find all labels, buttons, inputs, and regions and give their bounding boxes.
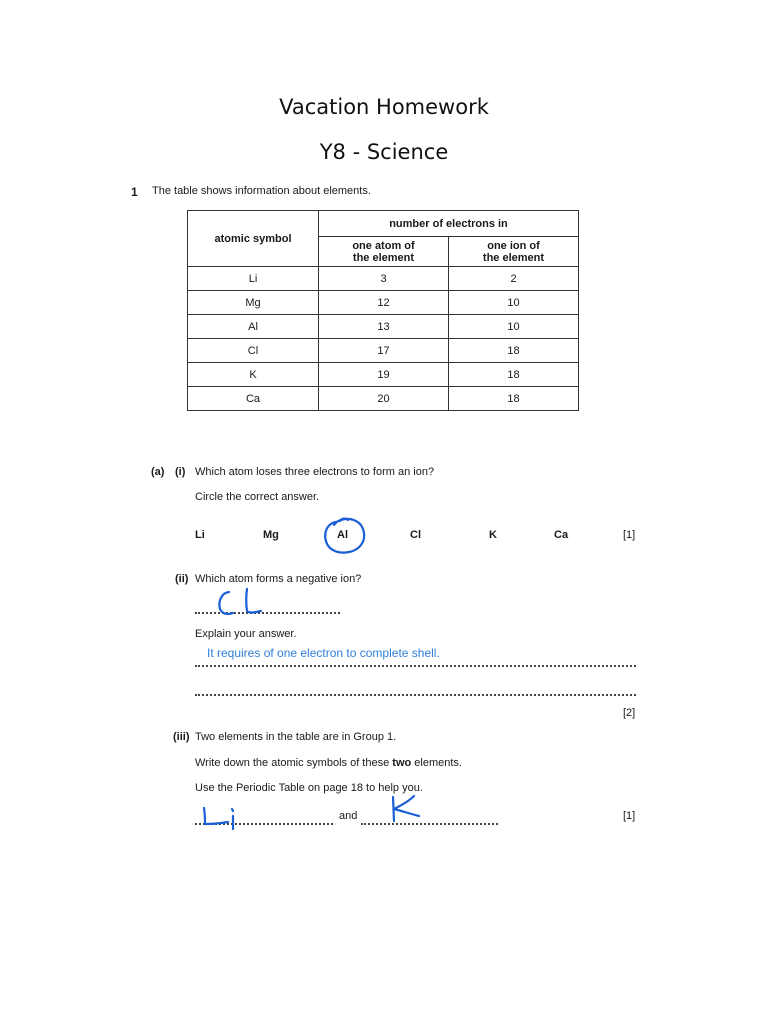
- cell-symbol: K: [188, 363, 319, 387]
- instruction-explain: Explain your answer.: [195, 628, 297, 640]
- table-row: [188, 267, 579, 291]
- header-one-atom-line2: the element: [352, 251, 415, 264]
- header-one-atom-line1: one atom of: [352, 239, 415, 252]
- option-k: K: [489, 529, 497, 541]
- header-one-ion: [449, 237, 579, 267]
- table-row: [188, 291, 579, 315]
- cell-symbol: Al: [188, 315, 319, 339]
- cell-symbol: Ca: [188, 387, 319, 411]
- page-subtitle: Y8 - Science: [319, 140, 449, 164]
- cell-ion-electrons: 18: [449, 339, 579, 363]
- instruction-write-pre: Write down the atomic symbols of these: [195, 757, 393, 769]
- instruction-write-post: elements.: [411, 757, 462, 769]
- option-cl: Cl: [410, 529, 421, 541]
- cell-atom-electrons: 13: [319, 315, 449, 339]
- cell-ion-electrons: 10: [449, 315, 579, 339]
- cell-atom-electrons: 19: [319, 363, 449, 387]
- option-ca: Ca: [554, 529, 569, 541]
- header-number-of-electrons: number of electrons in: [319, 211, 579, 237]
- cell-symbol: Li: [188, 267, 319, 291]
- answer-line-explain-2: [195, 694, 636, 696]
- question-a-iii: Two elements in the table are in Group 1.: [195, 731, 397, 743]
- handwritten-k: [384, 792, 424, 824]
- question-number: 1: [131, 185, 138, 199]
- part-label-a: (a): [151, 466, 165, 478]
- instruction-write-bold: two: [392, 757, 412, 769]
- answer-line-iii-2: [361, 823, 498, 825]
- option-li: Li: [195, 529, 205, 541]
- cell-ion-electrons: 10: [449, 291, 579, 315]
- typed-answer-ii: It requires of one electron to complete shell.: [207, 646, 440, 660]
- question-intro: The table shows information about elements.: [152, 185, 371, 197]
- header-one-ion-line2: the element: [482, 251, 545, 264]
- instruction-hint: Use the Periodic Table on page 18 to help you.: [195, 782, 423, 794]
- cell-atom-electrons: 3: [319, 267, 449, 291]
- cell-symbol: Cl: [188, 339, 319, 363]
- question-a-i: Which atom loses three electrons to form an ion?: [195, 466, 435, 478]
- cell-ion-electrons: 18: [449, 387, 579, 411]
- cell-ion-electrons: 2: [449, 267, 579, 291]
- part-label-i: (i): [175, 466, 186, 478]
- answer-line-explain-1: [195, 665, 636, 667]
- cell-atom-electrons: 20: [319, 387, 449, 411]
- table-row: [188, 339, 579, 363]
- elements-table: [187, 210, 579, 411]
- header-atomic-symbol: atomic symbol: [188, 211, 319, 267]
- table-row: [188, 315, 579, 339]
- answer-circle-mark: [320, 515, 370, 557]
- cell-ion-electrons: 18: [449, 363, 579, 387]
- cell-atom-electrons: 17: [319, 339, 449, 363]
- handwritten-li: [195, 800, 245, 832]
- table-row: [188, 363, 579, 387]
- marks-a-iii: [1]: [623, 810, 636, 822]
- header-one-atom: [319, 237, 449, 267]
- table-row: [188, 387, 579, 411]
- marks-a-i: [1]: [623, 529, 636, 541]
- marks-a-ii: [2]: [623, 707, 636, 719]
- header-one-ion-line1: one ion of: [487, 239, 540, 252]
- label-and: and: [339, 810, 358, 822]
- instruction-write: [195, 757, 462, 769]
- option-al: Al: [337, 529, 348, 541]
- cell-atom-electrons: 12: [319, 291, 449, 315]
- cell-symbol: Mg: [188, 291, 319, 315]
- question-a-ii: Which atom forms a negative ion?: [195, 573, 362, 585]
- option-mg: Mg: [263, 529, 279, 541]
- instruction-circle: Circle the correct answer.: [195, 491, 320, 503]
- part-label-iii: (iii): [173, 731, 190, 743]
- page-title: Vacation Homework: [279, 95, 489, 119]
- handwritten-cl: [213, 586, 271, 618]
- part-label-ii: (ii): [175, 573, 189, 585]
